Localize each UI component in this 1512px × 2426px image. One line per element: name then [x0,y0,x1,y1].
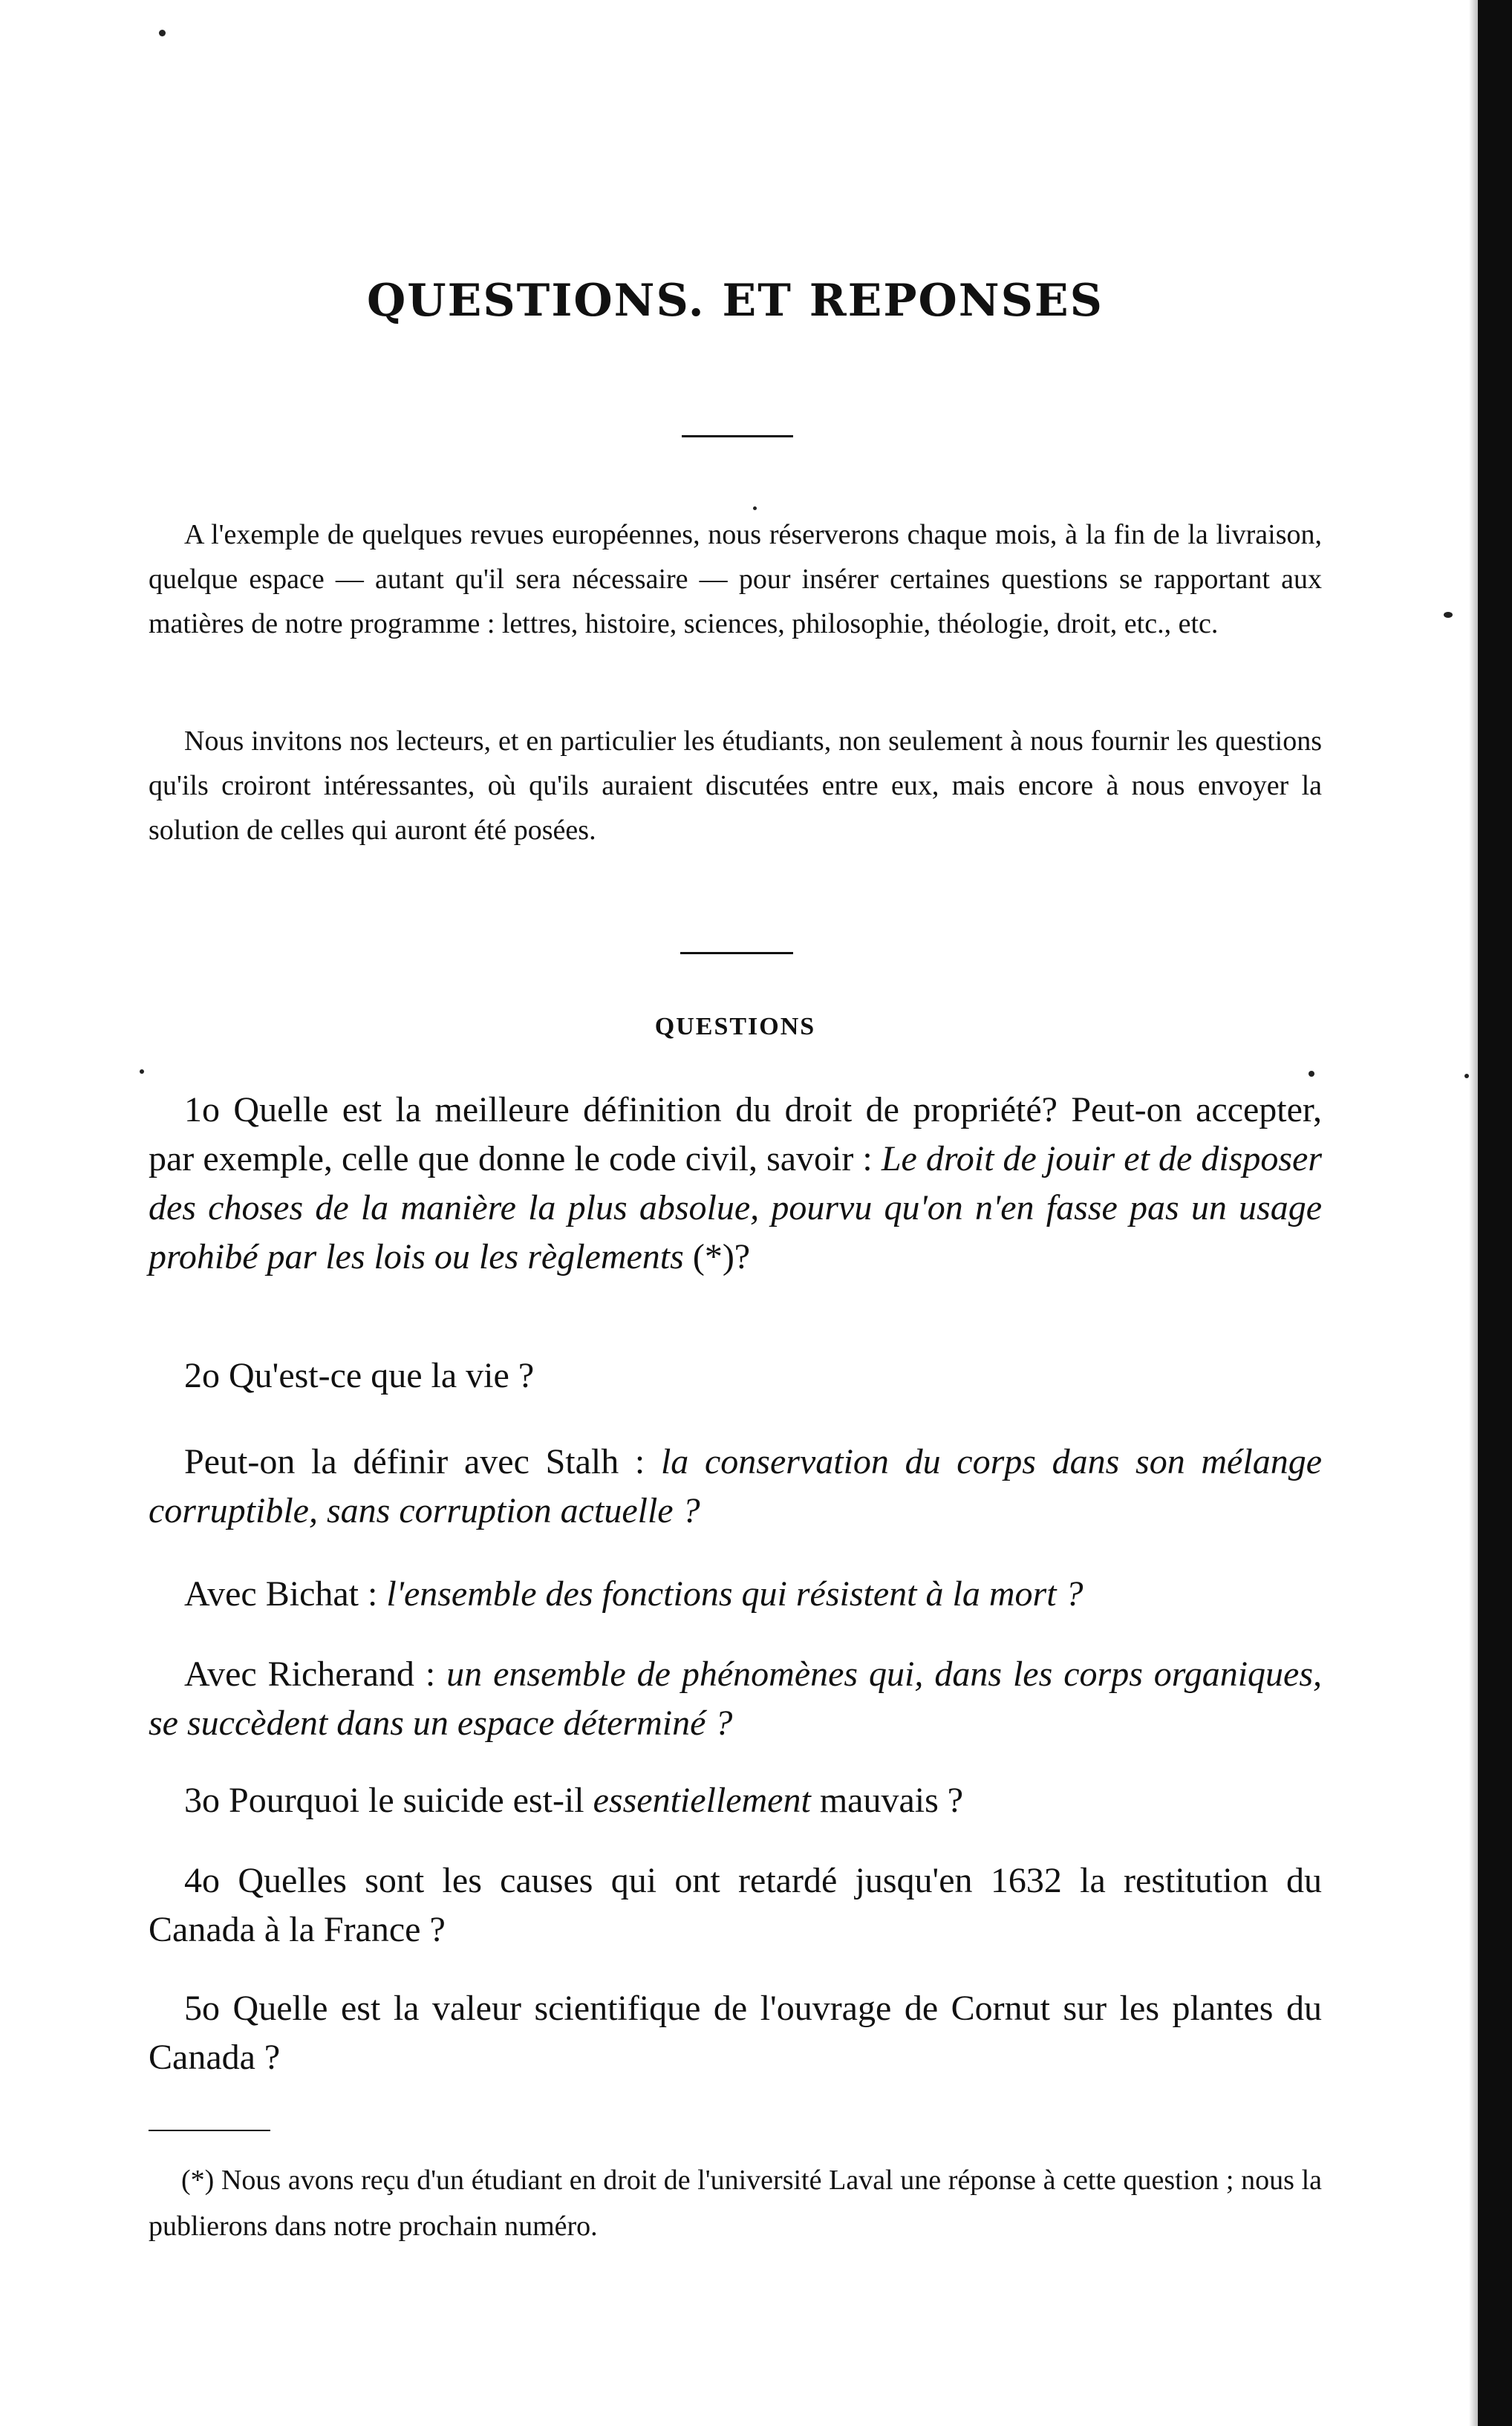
question-text: Quelle est la valeur scientifique de l'ouvrage de Cornut sur les plantes du Canada ? [149,1989,1323,2077]
question-4 [149,1856,1322,1954]
question-number: 4o [184,1861,220,1900]
footnote-marker: (*) [181,2165,215,2196]
intro-paragraph-1: A l'exemple de quelques revues européennes, nous réserverons chaque mois, à la fin de la livraison, quelque espace — autant qu'il sera nécessaire — pour insérer certaines questions se rapportant aux matières de notre programme : lettres, histoire, sciences, philosophie, théologie, droit, etc., etc. [149,519,1322,639]
question-number: 1o [184,1090,220,1129]
question-2-bichat [149,1570,1322,1619]
question-3 [149,1776,1322,1825]
scan-speck [159,30,166,36]
bichat-lead: Avec Bichat : [184,1574,378,1614]
question-number: 5o [184,1989,220,2028]
scan-speck [1309,1071,1314,1077]
question-text: Quelles sont les causes qui ont retardé jusqu'en 1632 la restitution du Canada à la France ? [149,1861,1323,1949]
bichat-definition: l'ensemble des fonctions qui résistent à la mort ? [386,1574,1084,1614]
title-divider [682,435,793,437]
question-2 [149,1351,1322,1401]
question-text: Quelle est la meilleure définition du droit de propriété? Peut-on accepter, par exemple, celle que donne le code civil, savoir : [149,1090,1322,1178]
section-divider [680,952,793,954]
questions-heading: QUESTIONS [654,1013,816,1040]
page-edge-band [1478,0,1512,2426]
question-text-end: mauvais ? [819,1781,964,1820]
page-edge-shadow [1469,0,1478,2426]
richerand-definition: un ensemble de phénomènes qui, dans les corps organiques, se succèdent dans un espace déterminé ? [149,1654,1323,1743]
civil-code-quote: Le droit de jouir et de disposer des choses de la manière la plus absolue, pourvu qu'on n'en fasse pas un usage prohibé par les lois ou les règlements [149,1139,1323,1276]
footnote-text: Nous avons reçu d'un étudiant en droit de l'université Laval une réponse à cette question ; nous la publierons dans notre prochain numéro. [149,2165,1322,2242]
scan-speck [1464,1074,1469,1078]
richerand-lead: Avec Richerand : [184,1654,436,1694]
scan-speck [753,506,757,510]
footnote-reference[interactable]: (*)? [692,1237,751,1276]
question-2-richerand [149,1650,1322,1748]
scan-speck [140,1069,144,1074]
question-1 [149,1086,1322,1282]
page-title: QUESTIONS. ET REPONSES [367,275,1104,327]
stalh-lead: Peut-on la définir avec Stalh : [184,1442,645,1481]
question-5 [149,1984,1322,2082]
stalh-definition: la conservation du corps dans son mélange corruptible, sans corruption actuelle ? [149,1442,1322,1530]
question-emphasis: essentiellement [593,1781,811,1820]
question-text: Qu'est-ce que la vie ? [229,1356,535,1395]
question-2-stalh [149,1438,1322,1536]
question-number: 3o [184,1781,220,1820]
intro-paragraph-2: Nous invitons nos lecteurs, et en particulier les étudiants, non seulement à nous fournir les questions qu'ils croiront intéressantes, où qu'ils auraient discutées entre eux, mais encore à nous envoyer la solution de celles qui auront été posées. [149,725,1322,846]
footnote-divider [149,2130,270,2131]
question-number: 2o [184,1356,220,1395]
footnote [149,2157,1322,2249]
scan-speck [1444,612,1453,618]
question-text: Pourquoi le suicide est-il [229,1781,584,1820]
